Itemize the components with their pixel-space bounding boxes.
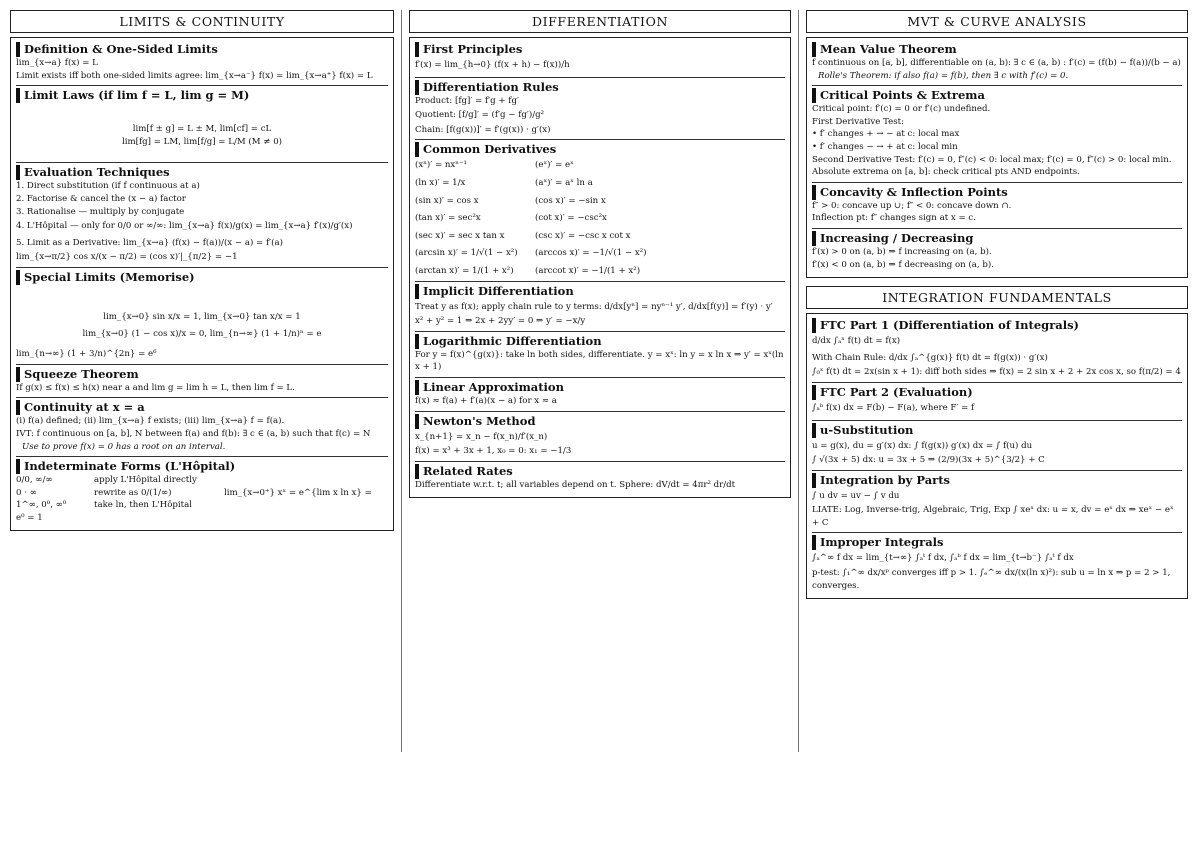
table-cell: apply L'Hôpital directly (94, 475, 197, 486)
formula-line: d/dx ∫ₐˣ f(t) dt = f(x) (812, 336, 901, 347)
section-u-substitution (812, 420, 1182, 470)
derivative-cell: (xⁿ)′ = nxⁿ⁻¹ (415, 160, 467, 171)
section-heading: Increasing / Decreasing (812, 231, 1182, 246)
text-line: Second Derivative Test: f′(c) = 0, f″(c) < 0: local max; f′(c) = 0, f″(c) > 0: local min. Absolute extrema on [a, b]: check critical pts AND endpoints. (812, 154, 1172, 178)
section-limit-laws (16, 85, 388, 162)
text-line: First Derivative Test: (812, 116, 905, 127)
table-cell (224, 474, 388, 487)
section-related-rates (415, 461, 785, 495)
section-heading: Squeeze Theorem (16, 367, 388, 382)
column-differentiation (409, 10, 791, 498)
list-item: • f′ changes − → + at c: local min (812, 141, 958, 152)
section-heading: Concavity & Inflection Points (812, 185, 1182, 200)
mvt-box (806, 37, 1188, 278)
section-heading: FTC Part 2 (Evaluation) (812, 385, 1182, 400)
derivative-cell: (cos x)′ = −sin x (535, 195, 606, 206)
forms-table (16, 474, 388, 512)
text-line: f′(x) > 0 on (a, b) ⇒ f increasing on (a, b). (812, 246, 992, 257)
section-squeeze-theorem (16, 364, 388, 398)
formula-line: u = g(x), du = g′(x) dx: ∫ f(g(x)) g′(x) dx = ∫ f(u) du (812, 440, 1033, 451)
section-heading: Critical Points & Extrema (812, 88, 1182, 103)
formula-line: lim_{n→∞} (1 + 3/n)^{2n} = e⁶ (16, 349, 157, 360)
section-integration-by-parts (812, 470, 1182, 533)
section-heading: Limit Laws (if lim f = L, lim g = M) (16, 88, 388, 103)
formula-line: lim_{x→0} (1 − cos x)/x = 0, lim_{n→∞} (1 + 1/n)ⁿ = e (82, 328, 322, 339)
section-logarithmic-differentiation (415, 331, 785, 377)
formula-line: Quotient: [f/g]′ = (f′g − fg′)/g² (415, 110, 545, 121)
table-cell: lim_{x→0⁺} xˣ = e^{lim x ln x} = (224, 487, 372, 498)
text-line: Rolle's Theorem: if also f(a) = f(b), then ∃ c with f′(c) = 0. (818, 70, 1069, 81)
section-definition (16, 40, 388, 85)
section-heading: Newton's Method (415, 414, 785, 429)
column-title: DIFFERENTIATION (409, 10, 791, 33)
formula-line: f(x) = x³ + 3x + 1, x₀ = 0: x₁ = −1/3 (415, 446, 572, 457)
section-heading: Integration by Parts (812, 473, 1182, 488)
section-concavity (812, 182, 1182, 228)
section-heading: Implicit Differentiation (415, 284, 785, 299)
formula-line: lim_{x→0} sin x/x = 1, lim_{x→0} tan x/x = 1 (103, 311, 301, 322)
text-line: 5. Limit as a Derivative: lim_{x→a} (f(x) − f(a))/(x − a) = f′(a) (16, 237, 283, 248)
derivative-cell: (arccot x)′ = −1/(1 + x²) (535, 265, 641, 276)
section-heading: Logarithmic Differentiation (415, 334, 785, 349)
formula-line: f(x) ≈ f(a) + f′(a)(x − a) for x ≈ a (415, 395, 557, 406)
section-increasing-decreasing (812, 228, 1182, 274)
text-line: 3. Rationalise — multiply by conjugate (16, 206, 185, 217)
section-heading: Common Derivatives (415, 142, 785, 157)
table-cell: 0 · ∞ (16, 487, 37, 498)
column-divider (798, 10, 799, 752)
column-title: INTEGRATION FUNDAMENTALS (806, 286, 1188, 309)
text-line: Limit exists iff both one-sided limits agree: lim_{x→a⁻} f(x) = lim_{x→a⁺} f(x) = L (16, 70, 373, 81)
section-heading: Mean Value Theorem (812, 42, 1182, 57)
section-heading: FTC Part 1 (Differentiation of Integrals) (812, 318, 1182, 333)
derivative-cell: (arccos x)′ = −1/√(1 − x²) (535, 248, 647, 259)
section-newtons-method (415, 411, 785, 461)
text-line: 4. L'Hôpital — only for 0/0 or ∞/∞: lim_{x→a} f(x)/g(x) = lim_{x→a} f′(x)/g′(x) (16, 221, 353, 232)
text-line: If g(x) ≤ f(x) ≤ h(x) near a and lim g = lim h = L, then lim f = L. (16, 382, 295, 393)
table-cell (224, 499, 388, 512)
text-line: f″ > 0: concave up ∪; f″ < 0: concave down ∩. (812, 200, 1012, 211)
section-heading: Special Limits (Memorise) (16, 270, 388, 285)
column-divider (401, 10, 402, 752)
derivative-cell: (arcsin x)′ = 1/√(1 − x²) (415, 248, 518, 259)
limits-box (10, 37, 394, 531)
derivative-cell: (sec x)′ = sec x tan x (415, 230, 505, 241)
formula-line: e⁰ = 1 (16, 512, 43, 523)
section-heading: Linear Approximation (415, 380, 785, 395)
section-heading: First Principles (415, 42, 785, 57)
text-line: Critical point: f′(c) = 0 or f′(c) undefined. (812, 104, 991, 115)
section-heading: Differentiation Rules (415, 80, 785, 95)
column-mvt-integration (806, 10, 1188, 599)
text-line: p-test: ∫₁^∞ dx/xᵖ converges iff p > 1. ∫ₑ^∞ dx/(x(ln x)²): sub u = ln x ⇒ p = 2 > 1, converges. (812, 568, 1171, 591)
section-heading: Indeterminate Forms (L'Hôpital) (16, 459, 388, 474)
derivative-cell: (eˣ)′ = eˣ (535, 160, 574, 171)
table-cell: take ln, then L'Hôpital (94, 500, 193, 511)
section-critical-points (812, 85, 1182, 182)
text-line: Use to prove f(x) = 0 has a root on an interval. (22, 441, 226, 452)
column-title: MVT & CURVE ANALYSIS (806, 10, 1188, 33)
section-differentiation-rules (415, 77, 785, 140)
section-first-principles (415, 40, 785, 77)
formula-line: lim_{x→a} f(x) = L (16, 58, 98, 68)
text-line: IVT: f continuous on [a, b], N between f(a) and f(b): ∃ c ∈ (a, b) such that f(c) = N (16, 428, 371, 439)
formula-line: x_{n+1} = x_n − f(x_n)/f′(x_n) (415, 431, 548, 442)
derivatives-table (415, 157, 785, 277)
table-cell: 0/0, ∞/∞ (16, 475, 53, 486)
section-heading: Related Rates (415, 464, 785, 479)
formula-line: x² + y² = 1 ⇒ 2x + 2yy′ = 0 ⇒ y′ = −x/y (415, 316, 586, 327)
text-line: Differentiate w.r.t. t; all variables depend on t. Sphere: dV/dt = 4πr² dr/dt (415, 479, 736, 490)
text-line: For y = f(x)^{g(x)}: take ln both sides, differentiate. y = xˣ: ln y = x ln x ⇒ y′ = xˣ(ln x + 1) (415, 349, 784, 373)
section-linear-approximation (415, 377, 785, 411)
formula-line: lim[f ± g] = L ± M, lim[cf] = cL (132, 124, 272, 135)
formula-line: lim[fg] = LM, lim[f/g] = L/M (M ≠ 0) (121, 136, 283, 147)
formula-line: With Chain Rule: d/dx ∫ₐ^{g(x)} f(t) dt = f(g(x)) · g′(x) (812, 352, 1048, 363)
section-improper-integrals (812, 532, 1182, 595)
differentiation-box (409, 37, 791, 498)
section-ftc-part-1 (812, 316, 1182, 382)
formula-line: f′(x) = lim_{h→0} (f(x + h) − f(x))/h (415, 60, 570, 70)
section-heading: Definition & One-Sided Limits (16, 42, 388, 57)
section-ftc-part-2 (812, 382, 1182, 420)
text-line: 1. Direct substitution (if f continuous at a) (16, 181, 200, 192)
formula-line: ∫ₐ^∞ f dx = lim_{t→∞} ∫ₐᵗ f dx, ∫ₐᵇ f dx = lim_{t→b⁻} ∫ₐᵗ f dx (812, 553, 1074, 564)
text-line: Inflection pt: f″ changes sign at x = c. (812, 213, 976, 224)
column-limits (10, 10, 394, 531)
derivative-cell: (sin x)′ = cos x (415, 195, 479, 206)
formula-line: Product: [fg]′ = f′g + fg′ (415, 95, 519, 106)
list-item: • f′ changes + → − at c: local max (812, 129, 960, 140)
section-indeterminate-forms (16, 456, 388, 527)
section-implicit-differentiation (415, 281, 785, 331)
section-special-limits (16, 267, 388, 364)
section-heading: Evaluation Techniques (16, 165, 388, 180)
formula-line: lim_{x→π/2} cos x/(x − π/2) = (cos x)′|_{π/2} = −1 (16, 252, 238, 263)
text-line: (i) f(a) defined; (ii) lim_{x→a} f exists; (iii) lim_{x→a} f = f(a). (16, 416, 285, 427)
section-evaluation-techniques (16, 162, 388, 267)
derivative-cell: (cot x)′ = −csc²x (535, 213, 607, 224)
formula-line: ∫ₐᵇ f(x) dx = F(b) − F(a), where F′ = f (812, 402, 975, 413)
derivative-cell: (ln x)′ = 1/x (415, 177, 466, 188)
table-cell: 1^∞, 0⁰, ∞⁰ (16, 500, 67, 511)
derivative-cell: (csc x)′ = −csc x cot x (535, 230, 631, 241)
derivative-cell: (aˣ)′ = aˣ ln a (535, 177, 593, 188)
section-heading: Improper Integrals (812, 535, 1182, 550)
table-cell: rewrite as 0/(1/∞) (94, 487, 172, 498)
formula-line: ∫ √(3x + 5) dx: u = 3x + 5 ⇒ (2/9)(3x + 5)^{3/2} + C (812, 455, 1045, 466)
formula-line: ∫ u dv = uv − ∫ v du (812, 490, 900, 501)
section-heading: u-Substitution (812, 423, 1182, 438)
text-line: f continuous on [a, b], differentiable on (a, b): ∃ c ∈ (a, b) : f′(c) = (f(b) − f(a))/(b − a) (812, 58, 1181, 68)
text-line: LIATE: Log, Inverse-trig, Algebraic, Trig, Exp ∫ xeˣ dx: u = x, dv = eˣ dx ⇒ xeˣ − eˣ + C (812, 505, 1174, 528)
section-heading: Continuity at x = a (16, 400, 388, 415)
section-common-derivatives (415, 139, 785, 280)
section-continuity (16, 397, 388, 456)
formula-line: Chain: [f(g(x))]′ = f′(g(x)) · g′(x) (415, 124, 551, 135)
text-line: ∫₀ˣ f(t) dt = 2x(sin x + 1): diff both sides ⇒ f(x) = 2 sin x + 2 + 2x cos x, so f(π/2) = 4 (812, 367, 1181, 378)
text-line: 2. Factorise & cancel the (x − a) factor (16, 193, 186, 204)
derivative-cell: (arctan x)′ = 1/(1 + x²) (415, 265, 514, 276)
text-line: Treat y as f(x); apply chain rule to y terms: d/dx[yⁿ] = nyⁿ⁻¹ y′, d/dx[f(y)] = f′(y) · y′ (415, 301, 773, 312)
column-title: LIMITS & CONTINUITY (10, 10, 394, 33)
integration-box (806, 313, 1188, 599)
derivative-cell: (tan x)′ = sec²x (415, 213, 481, 224)
text-line: f′(x) < 0 on (a, b) ⇒ f decreasing on (a, b). (812, 259, 994, 270)
section-mean-value-theorem (812, 40, 1182, 85)
